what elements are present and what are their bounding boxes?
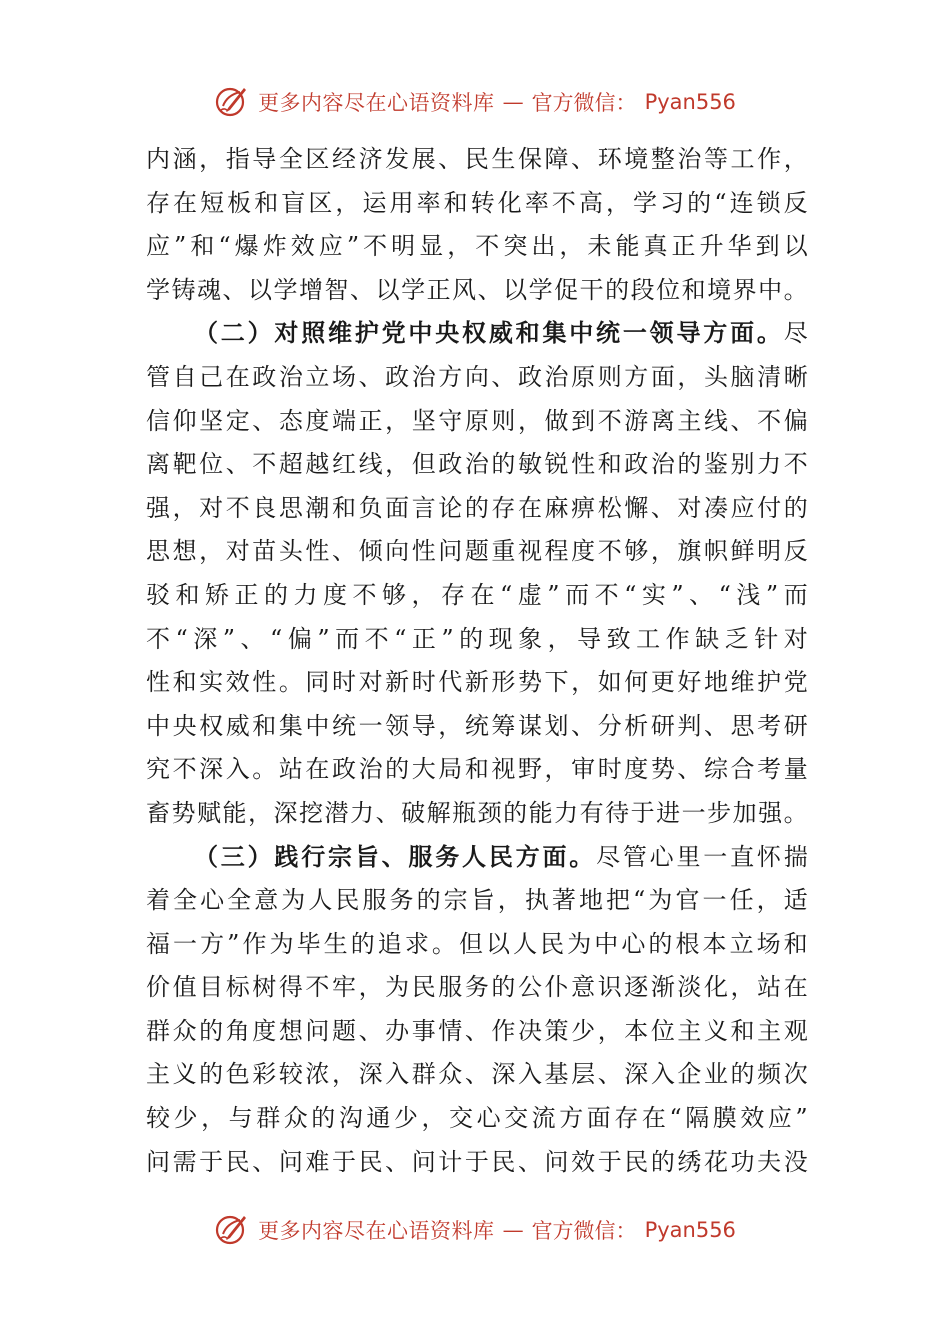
pen-logo-icon <box>214 84 250 120</box>
text-line: 价值目标树得不牢，为民服务的公仆意识逐渐淡化，站在 <box>146 973 808 1002</box>
text-line: 管自己在政治立场、政治方向、政治原则方面，头脑清晰 <box>146 362 808 391</box>
text-line: 强，对不良思潮和负面言论的存在麻痹松懈、对凑应付的 <box>146 493 808 522</box>
watermark-dash: — <box>502 1218 524 1242</box>
text-line: 存在短板和盲区，运用率和转化率不高，学习的“连锁反 <box>146 188 808 217</box>
text-line: 问需于民、问难于民、问计于民、问效于民的绣花功夫没 <box>146 1147 808 1176</box>
text-line: 内涵，指导全区经济发展、民生保障、环境整治等工作， <box>146 145 808 173</box>
watermark-dash: — <box>502 90 524 114</box>
text-line: 不“深”、“偏”而不“正”的现象，导致工作缺乏针对 <box>146 624 808 653</box>
text-line: 驳和矫正的力度不够，存在“虚”而不“实”、“浅”而 <box>146 580 808 609</box>
watermark-brand-text: 更多内容尽在心语资料库 <box>258 1219 495 1243</box>
section-heading-line: （三）践行宗旨、服务人民方面。尽管心里一直怀揣 <box>194 842 809 871</box>
watermark-wechat-id: Pyan556 <box>644 90 736 114</box>
text-line: 究不深入。站在政治的大局和视野，审时度势、综合考量 <box>146 755 808 784</box>
text-line: 着全心全意为人民服务的宗旨，执著地把“为官一任，适 <box>146 886 808 915</box>
text-line: 群众的角度想问题、办事情、作决策少，本位主义和主观 <box>146 1016 808 1045</box>
section-heading: （二）对照维护党中央权威和集中统一领导方面。 <box>194 319 784 348</box>
text-line: 主义的色彩较浓，深入群众、深入基层、深入企业的频次 <box>146 1060 808 1089</box>
text-line: 离靶位、不超越红线，但政治的敏锐性和政治的鉴别力不 <box>146 450 808 479</box>
section-heading: （三）践行宗旨、服务人民方面。 <box>194 842 597 871</box>
text-line: 性和实效性。同时对新时代新形势下，如何更好地维护党 <box>146 668 808 697</box>
pen-logo-icon <box>214 1212 250 1248</box>
watermark-wechat-label: 官方微信： <box>531 91 637 115</box>
watermark-wechat-label: 官方微信： <box>531 1219 637 1243</box>
watermark-brand-text: 更多内容尽在心语资料库 <box>258 91 495 115</box>
text-line: 信仰坚定、态度端正，坚守原则，做到不游离主线、不偏 <box>146 406 808 435</box>
section-heading-line: （二）对照维护党中央权威和集中统一领导方面。尽 <box>194 319 808 348</box>
watermark-banner-bottom <box>0 1210 950 1250</box>
text-line: 学铸魂、以学增智、以学正风、以学促干的段位和境界中。 <box>146 275 808 304</box>
watermark-wechat-id: Pyan556 <box>644 1218 736 1242</box>
text-line: 较少，与群众的沟通少，交心交流方面存在“隔膜效应” <box>146 1104 808 1133</box>
text-line: 中央权威和集中统一领导，统筹谋划、分析研判、思考研 <box>146 711 808 740</box>
text-line: 思想，对苗头性、倾向性问题重视程度不够，旗帜鲜明反 <box>146 537 808 566</box>
text-line: 福一方”作为毕生的追求。但以人民为中心的根本立场和 <box>146 929 808 958</box>
watermark-banner-top <box>0 82 950 122</box>
document-body <box>146 138 808 1184</box>
text-line: 应”和“爆炸效应”不明显，不突出，未能真正升华到以 <box>146 232 808 261</box>
text-line: 畜势赋能，深挖潜力、破解瓶颈的能力有待于进一步加强。 <box>146 798 808 827</box>
